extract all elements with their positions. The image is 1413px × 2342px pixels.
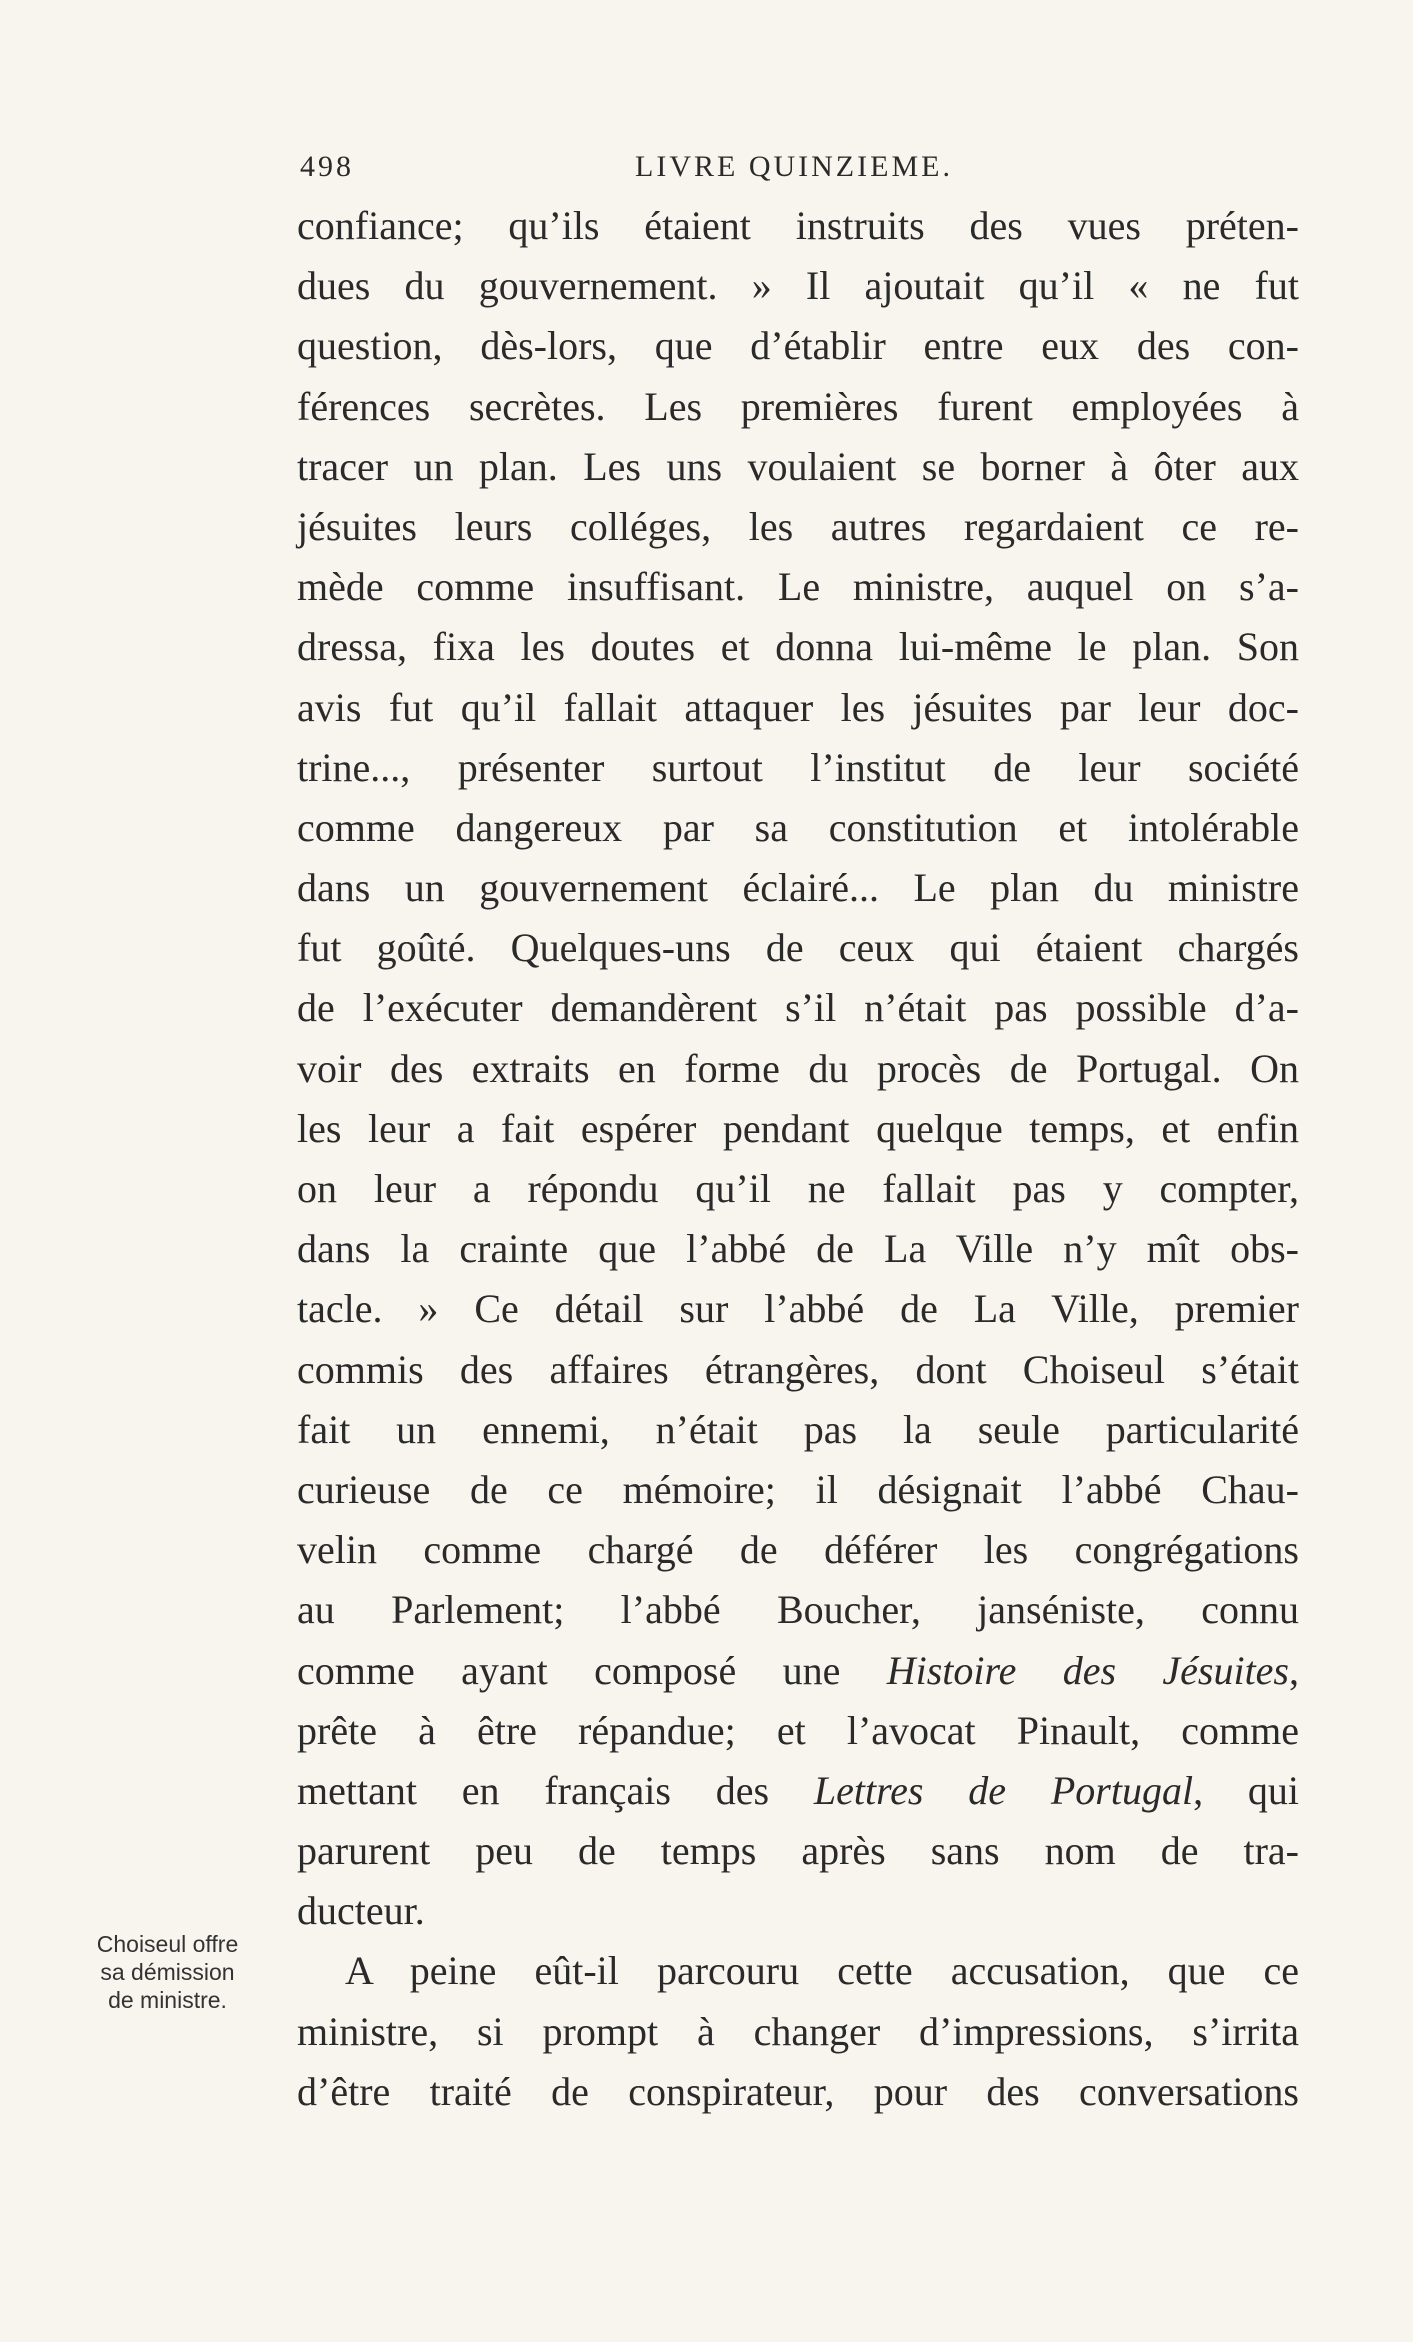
text-line: dressa, fixa les doutes et donna lui-même le plan. Son bbox=[297, 624, 1299, 670]
text-line: confiance; qu’ils étaient instruits des vues préten- bbox=[297, 203, 1299, 248]
text-line: les leur a fait espérer pendant quelque temps, et enfin bbox=[297, 1105, 1299, 1151]
text-line: dues du gouvernement. » Il ajoutait qu’il « ne fut bbox=[297, 263, 1299, 309]
text-line: question, dès-lors, que d’établir entre eux des con- bbox=[297, 323, 1299, 369]
text-line-with-title bbox=[297, 1641, 1299, 1701]
book-title-lettres: Lettres de Portugal bbox=[813, 1767, 1194, 1813]
text-line: curieuse de ce mémoire; il désignait l’abbé Chau- bbox=[297, 1466, 1299, 1512]
margin-note-line: de ministre. bbox=[108, 1987, 227, 2013]
text-line: commis des affaires étrangères, dont Choiseul s’était bbox=[297, 1346, 1299, 1392]
text-line: velin comme chargé de déférer les congrégations bbox=[297, 1527, 1299, 1573]
running-head bbox=[300, 150, 1300, 194]
text-line: dans un gouvernement éclairé... Le plan du ministre bbox=[297, 865, 1299, 911]
text-line: ducteur. bbox=[297, 1888, 425, 1934]
running-title: LIVRE QUINZIEME. bbox=[635, 150, 953, 183]
text-line: mède comme insuffisant. Le ministre, auquel on s’a- bbox=[297, 564, 1299, 610]
text-line: férences secrètes. Les premières furent employées à bbox=[297, 383, 1299, 429]
body-text bbox=[297, 196, 1299, 2122]
line-text: comme ayant composé une bbox=[297, 1647, 887, 1693]
text-line: fut goûté. Quelques-uns de ceux qui étaient chargés bbox=[297, 925, 1299, 971]
text-line: dans la crainte que l’abbé de La Ville n’y mît obs- bbox=[297, 1226, 1299, 1272]
text-line: de l’exécuter demandèrent s’il n’était pas possible d’a- bbox=[297, 985, 1299, 1031]
text-line: avis fut qu’il fallait attaquer les jésuites par leur doc- bbox=[297, 684, 1299, 730]
margin-note-line: Choiseul offre bbox=[96, 1931, 239, 1957]
text-line: on leur a répondu qu’il ne fallait pas y compter, bbox=[297, 1166, 1299, 1211]
line-text: , bbox=[1289, 1647, 1299, 1693]
paragraph-start-line: A peine eût-il parcouru cette accusation, que ce bbox=[345, 1948, 1299, 1994]
text-line: au Parlement; l’abbé Boucher, janséniste, connu bbox=[297, 1587, 1299, 1633]
text-line: tracer un plan. Les uns voulaient se borner à ôter aux bbox=[297, 443, 1299, 489]
text-line: ministre, si prompt à changer d’impressions, s’irrita bbox=[297, 2008, 1299, 2054]
text-line: parurent peu de temps après sans nom de tra- bbox=[297, 1828, 1299, 1874]
text-line: trine..., présenter surtout l’institut de leur société bbox=[297, 744, 1299, 790]
text-line: d’être traité de conspirateur, pour des conversations bbox=[297, 2068, 1299, 2114]
text-line: tacle. » Ce détail sur l’abbé de La Ville, premier bbox=[297, 1286, 1299, 1332]
margin-note-line: sa démission bbox=[100, 1959, 235, 1985]
text-line: jésuites leurs colléges, les autres regardaient ce re- bbox=[297, 503, 1299, 549]
text-line: prête à être répandue; et l’avocat Pinault, comme bbox=[297, 1707, 1299, 1753]
book-title-histoire: Histoire des Jésuites bbox=[886, 1647, 1289, 1693]
line-text: mettant en français des bbox=[297, 1767, 814, 1813]
line-text: , qui bbox=[1193, 1767, 1299, 1813]
text-line: voir des extraits en forme du procès de Portugal. On bbox=[297, 1045, 1299, 1091]
page-number: 498 bbox=[300, 150, 354, 183]
margin-note bbox=[50, 1930, 285, 2014]
text-line: fait un ennemi, n’était pas la seule particularité bbox=[297, 1406, 1299, 1452]
text-line-with-title bbox=[297, 1761, 1299, 1821]
text-line: comme dangereux par sa constitution et intolérable bbox=[297, 804, 1299, 850]
